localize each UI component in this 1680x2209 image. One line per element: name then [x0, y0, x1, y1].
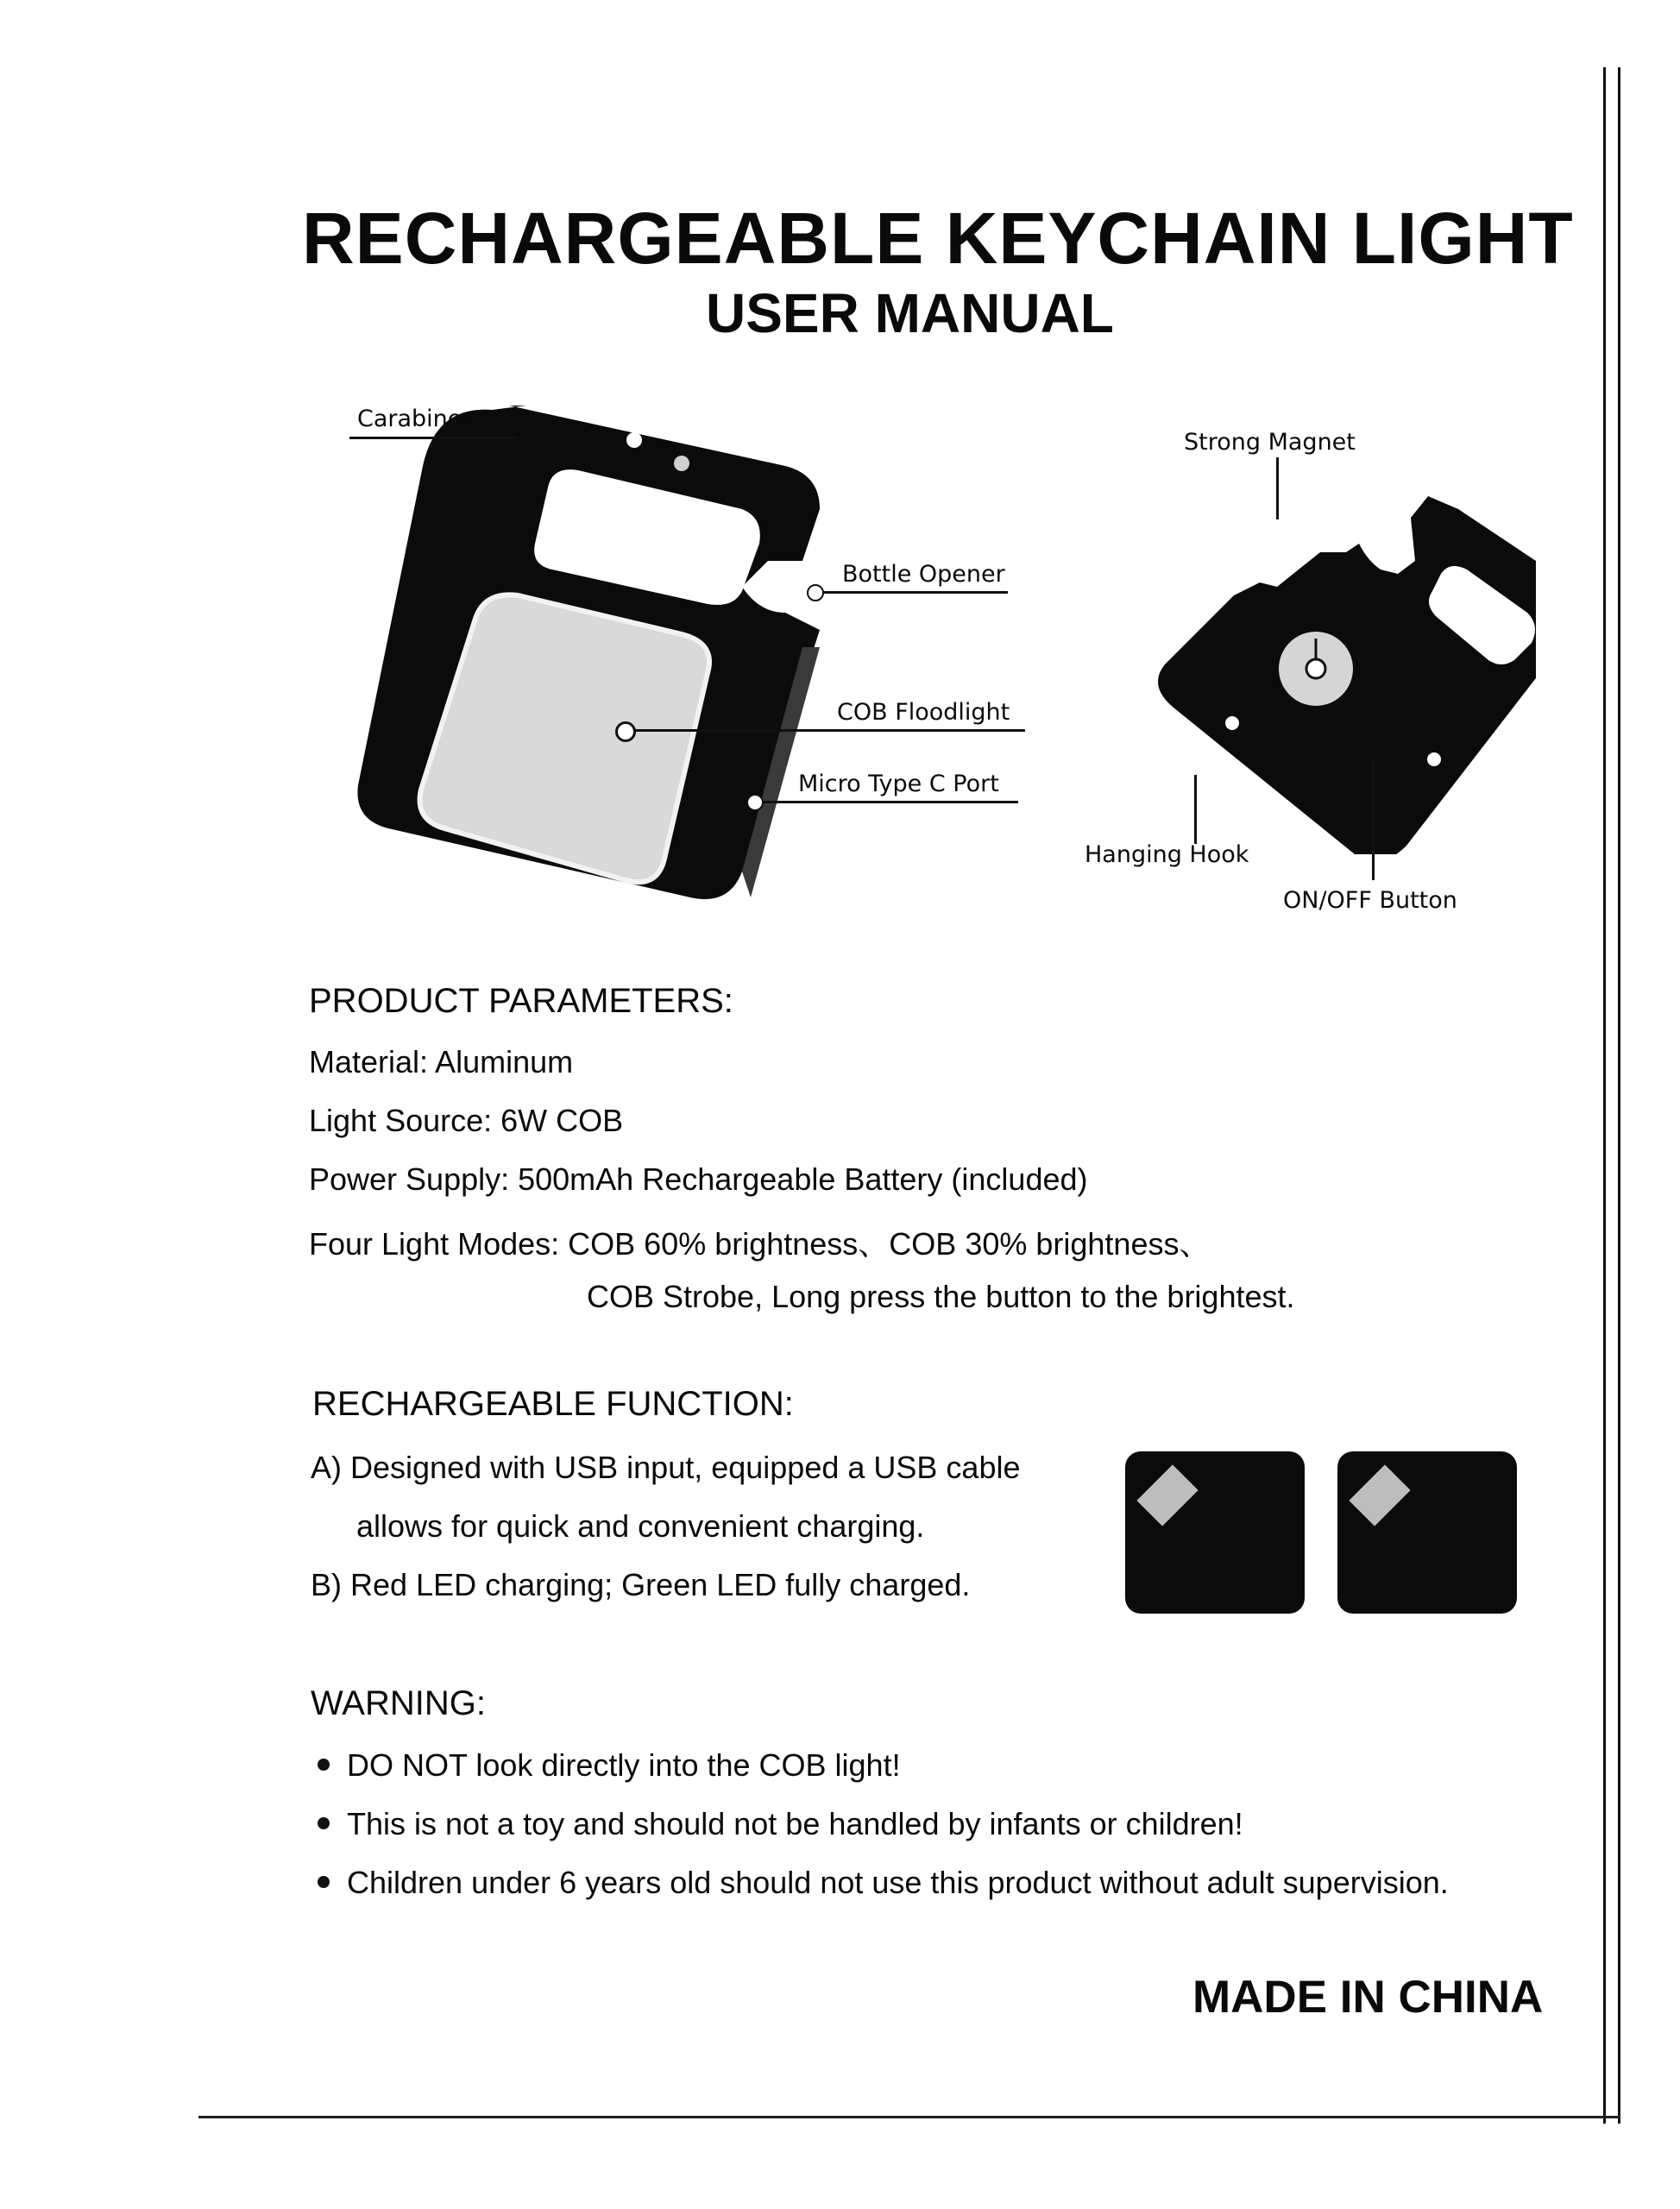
bottle-opener-label: Bottle Opener [842, 561, 1005, 588]
on-off-button-leader-line [1372, 759, 1375, 880]
strong-magnet-label: Strong Magnet [1184, 429, 1356, 456]
type-c-port-label: Micro Type C Port [798, 771, 999, 797]
parameters-heading: PRODUCT PARAMETERS: [309, 982, 733, 1020]
parameter-material: Material: Aluminum [309, 1044, 574, 1079]
led-diamond-icon [1349, 1464, 1410, 1526]
green-led-indicator-image [1337, 1451, 1517, 1614]
page-title: RECHARGEABLE KEYCHAIN LIGHT [302, 198, 1574, 279]
page-border-right-inner [1603, 67, 1606, 2124]
warning-item: Children under 6 years old should not use this product without adult supervision. [318, 1865, 1449, 1901]
carabiner-leader-line [349, 437, 518, 439]
parameter-light-modes: Four Light Modes: COB 60% brightness、COB 30% brightness、 [309, 1226, 1211, 1262]
bullet-icon [318, 1759, 330, 1771]
bottle-opener-leader-line [818, 591, 1008, 594]
carabiner-label: Carabiner [357, 406, 472, 432]
parameter-power-supply: Power Supply: 500mAh Rechargeable Battery (included) [309, 1161, 1088, 1197]
red-led-indicator-image [1125, 1451, 1305, 1614]
recharge-line-b: B) Red LED charging; Green LED fully charged. [311, 1567, 971, 1602]
recharge-line-a-cont: allows for quick and convenient charging. [356, 1508, 925, 1544]
parameter-light-modes-cont: COB Strobe, Long press the button to the brightest. [587, 1279, 1295, 1314]
parameter-light-source: Light Source: 6W COB [309, 1103, 624, 1138]
page-subtitle: USER MANUAL [706, 282, 1114, 344]
bullet-icon [318, 1876, 330, 1888]
recharge-heading: RECHARGEABLE FUNCTION: [312, 1385, 794, 1423]
recharge-line-a: A) Designed with USB input, equipped a USB cable [311, 1450, 1021, 1485]
hanging-hook-label: Hanging Hook [1085, 841, 1249, 868]
made-in-label: MADE IN CHINA [1192, 1972, 1544, 2023]
back-device-illustration [1122, 449, 1536, 854]
on-off-button-label: ON/OFF Button [1283, 887, 1457, 914]
warning-heading: WARNING: [311, 1684, 486, 1722]
page-border-bottom [198, 2116, 1620, 2118]
bottle-opener-marker-icon [807, 584, 824, 601]
warning-item: This is not a toy and should not be handled by infants or children! [318, 1806, 1243, 1842]
bullet-icon [318, 1817, 330, 1829]
cob-floodlight-label: COB Floodlight [837, 699, 1010, 726]
hanging-hook-leader-line [1194, 775, 1197, 844]
type-c-port-marker-icon [746, 794, 764, 811]
front-device-illustration [337, 388, 1044, 906]
warning-item: DO NOT look directly into the COB light! [318, 1747, 901, 1784]
type-c-port-leader-line [759, 801, 1018, 803]
page-border-right-outer [1618, 67, 1620, 2124]
cob-floodlight-leader-line [632, 729, 1025, 732]
strong-magnet-leader-line [1276, 457, 1279, 519]
cob-floodlight-marker-icon [615, 721, 636, 742]
led-diamond-icon [1136, 1464, 1198, 1526]
